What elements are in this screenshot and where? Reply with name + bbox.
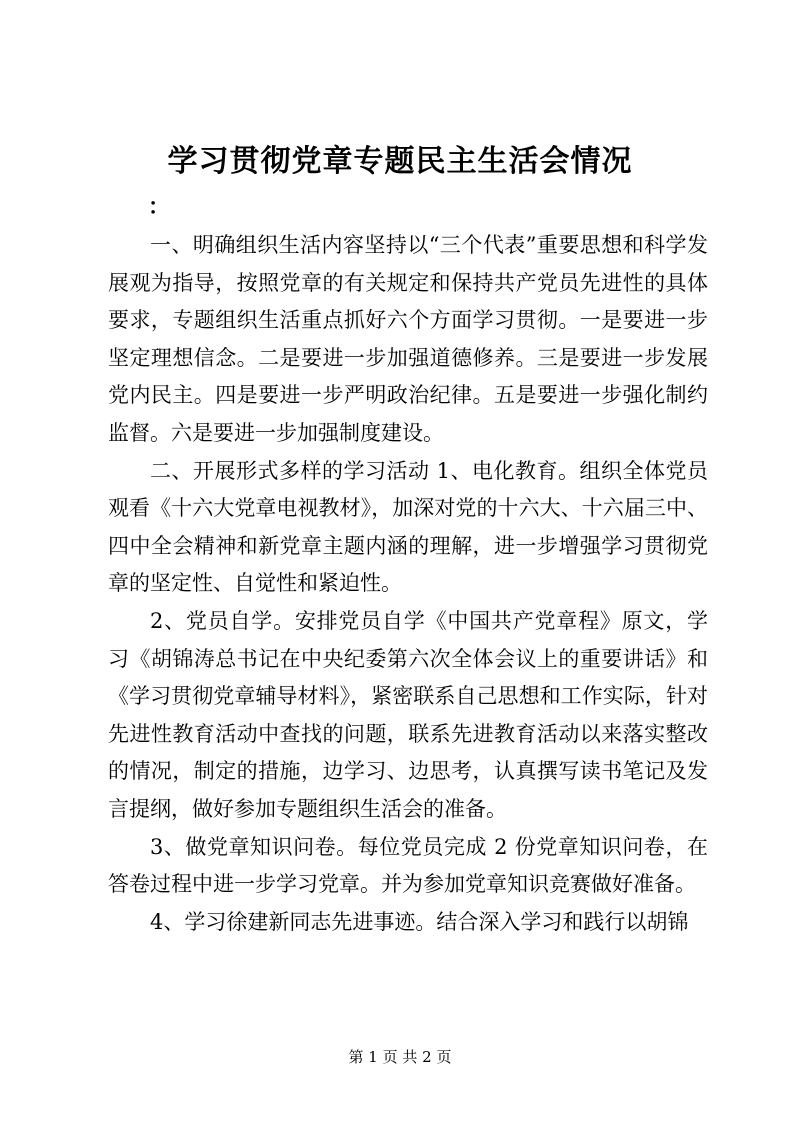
paragraph-5: 4、学习徐建新同志先进事迹。结合深入学习和践行以胡锦	[150, 909, 689, 934]
paragraph-3: 2、党员自学。安排党员自学《中国共产党章程》原文，学习《胡锦涛总书记在中央纪委第六次全体会议上的重要讲话》和《学习贯彻党章辅导材料》，紧密联系自己思想和工作实际，针对先进性教育活动中查找的问题，联系先进教育活动以来落实整改的情况，制定的措施，边学习、边思考，认真撰写读书笔记及发言提纲，做好参加专题组织生活会的准备。	[108, 608, 708, 821]
paragraph-4: 3、做党章知识问卷。每位党员完成 2 份党章知识问卷，在答卷过程中进一步学习党章。并为参加党章知识竞赛做好准备。	[108, 834, 708, 897]
subtitle-colon: ：	[148, 194, 171, 220]
paragraph-2: 二、开展形式多样的学习活动 1、电化教育。组织全体党员观看《十六大党章电视教材》，加深对党的十六大、十六届三中、四中全会精神和新党章主题内涵的理解，进一步增强学习贯彻党章的坚定性、自觉性和紧迫性。	[108, 458, 708, 596]
document-title: 学习贯彻党章专题民主生活会情况	[167, 144, 633, 179]
paragraph-1: 一、明确组织生活内容坚持以“三个代表”重要思想和科学发展观为指导，按照党章的有关规定和保持共产党员先进性的具体要求，专题组织生活重点抓好六个方面学习贯彻。一是要进一步坚定理想信念。二是要进一步加强道德修养。三是要进一步发展党内民主。四是要进一步严明政治纪律。五是要进一步强化制约监督。六是要进一步加强制度建设。	[108, 233, 708, 445]
document-body	[108, 227, 708, 941]
page-footer: 第 1 页 共 2 页	[348, 1048, 452, 1066]
